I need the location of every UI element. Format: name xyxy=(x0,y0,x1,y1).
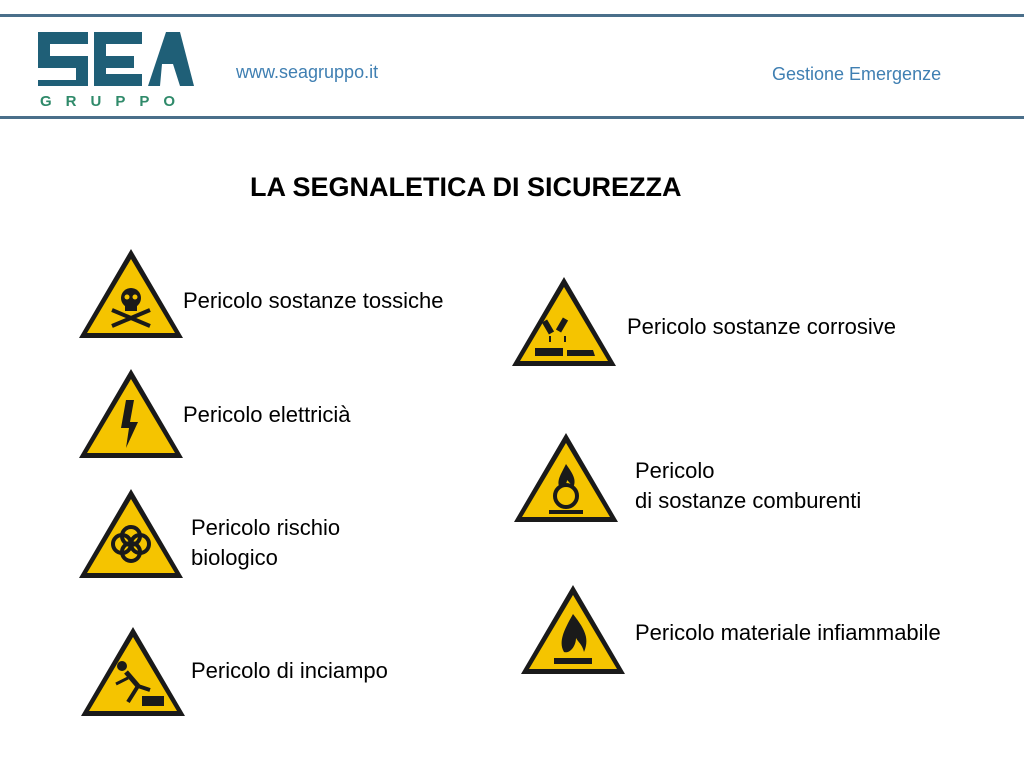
skull-crossbones-icon xyxy=(76,246,186,342)
header-top-rule xyxy=(0,14,1024,17)
section-title: Gestione Emergenze xyxy=(772,64,942,84)
sign-label-corrosive: Pericolo sostanze corrosive xyxy=(627,314,897,339)
website-link[interactable]: www.seagruppo.it xyxy=(236,62,379,82)
sign-label-flammable: Pericolo materiale infiammabile xyxy=(635,620,941,645)
sign-label-tripping: Pericolo di inciampo xyxy=(191,658,388,683)
svg-text:GRUPPO: GRUPPO xyxy=(40,93,190,108)
oxidizer-flame-circle-icon xyxy=(511,430,621,526)
sea-gruppo-logo xyxy=(38,28,194,108)
header-bottom-rule xyxy=(0,116,1024,119)
tripping-person-icon xyxy=(78,624,188,720)
biohazard-icon xyxy=(76,486,186,582)
page-title: LA SEGNALETICA DI SICUREZZA xyxy=(250,172,682,202)
corrosive-hand-icon xyxy=(509,274,619,370)
sign-label-oxidizer: Pericolo di sostanze comburenti xyxy=(635,458,862,513)
sign-label-biohazard: Pericolo rischio biologico xyxy=(191,515,341,570)
sign-label-electric: Pericolo elettricià xyxy=(183,402,351,427)
lightning-bolt-icon xyxy=(76,366,186,462)
flame-icon xyxy=(518,582,628,678)
sign-label-toxic: Pericolo sostanze tossiche xyxy=(183,288,444,313)
